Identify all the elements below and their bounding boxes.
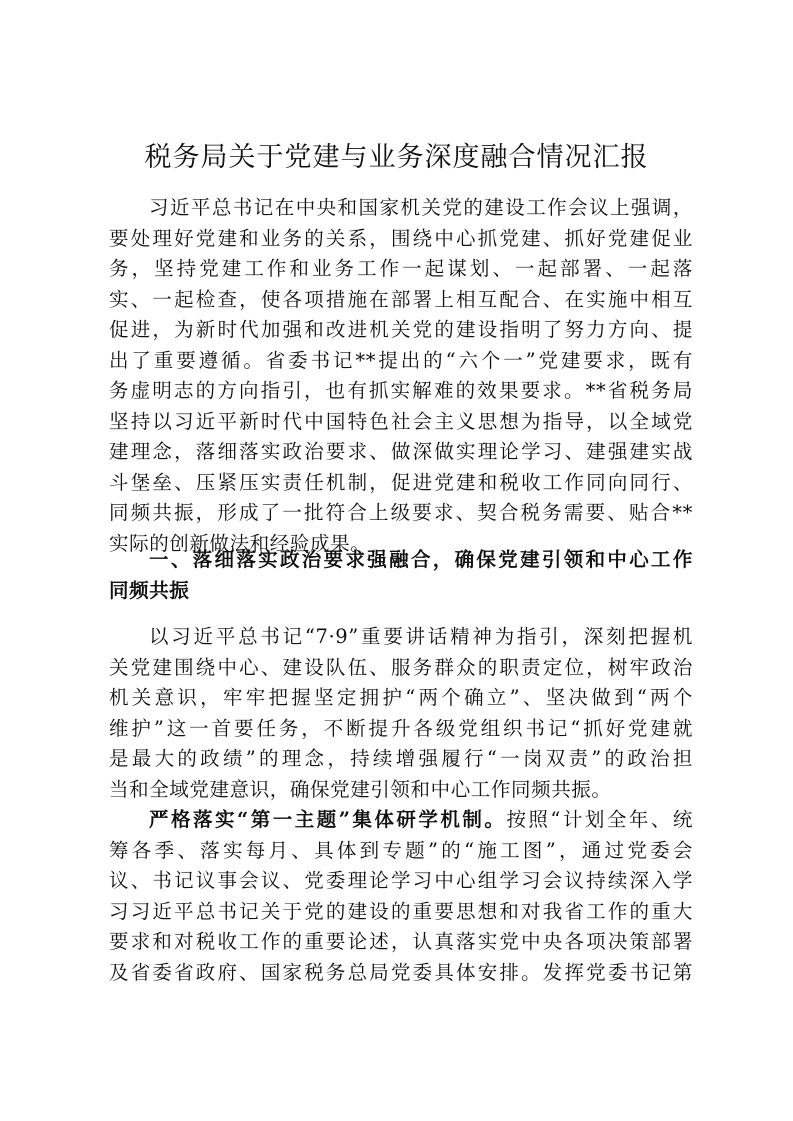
intro-line: 务，坚持党建工作和业务工作一起谋划、一起部署、一起落 — [109, 257, 693, 280]
subsection-line: 习习近平总书记关于党的建设的重要思想和对我省工作的重大 — [109, 899, 693, 923]
intro-line: 坚持以习近平新时代中国特色社会主义思想为指导，以全域党 — [109, 409, 693, 433]
subsection-line: 议、书记议事会议、党委理论学习中心组学习会议持续深入学 — [109, 869, 693, 892]
intro-line: 出了重要遵循。省委书记**提出的“六个一”党建要求，既有 — [109, 348, 693, 372]
section-heading — [109, 545, 693, 606]
subsection-paragraph — [109, 805, 693, 988]
intro-line: 要处理好党建和业务的关系，围绕中心抓党建、抓好党建促业 — [109, 226, 693, 250]
subsection-bold-lead: 严格落实“第一主题”集体研学机制。 — [149, 808, 507, 831]
section-paragraph-line: 关党建围绕中心、建设队伍、服务群众的职责定位，树牢政治 — [109, 655, 693, 679]
intro-line: 实、一起检查，使各项措施在部署上相互配合、在实施中相互 — [109, 287, 693, 311]
intro-line: 实际的创新做法和经验成果。 — [109, 531, 371, 555]
intro-line: 同频共振，形成了一批符合上级要求、契合税务需要、贴合** — [109, 501, 693, 524]
subsection-line: 要求和对税收工作的重要论述，认真落实党中央各项决策部署 — [109, 930, 693, 953]
subsection-line: 及省委省政府、国家税务总局党委具体安排。发挥党委书记第 — [109, 960, 693, 984]
subsection-line-rest: 按照“计划全年、统 — [506, 808, 694, 831]
intro-paragraph — [109, 193, 693, 559]
intro-line: 习近平总书记在中央和国家机关党的建设工作会议上强调， — [149, 196, 693, 219]
intro-line: 斗堡垒、压紧压实责任机制，促进党建和税收工作同向同行、 — [109, 470, 693, 494]
subsection-line: 筹各季、落实每月、具体到专题”的“施工图”，通过党委会 — [109, 838, 693, 862]
section-paragraph — [109, 622, 693, 805]
section-paragraph-line: 是最大的政绩”的理念，持续增强履行“一岗双责”的政治担 — [109, 747, 693, 770]
intro-line: 务虚明志的方向指引，也有抓实解难的效果要求。**省税务局 — [109, 379, 693, 402]
subsection-first-line — [109, 805, 693, 836]
section-paragraph-line: 机关意识，牢牢把握坚定拥护“两个确立”、坚决做到“两个 — [109, 686, 693, 709]
section-heading-line: 同频共振 — [109, 578, 190, 602]
section-heading-line: 一、落细落实政治要求强融合，确保党建引领和中心工作 — [149, 548, 693, 571]
section-paragraph-line: 维护”这一首要任务，不断提升各级党组织书记“抓好党建就 — [109, 716, 693, 740]
section-paragraph-line: 以习近平总书记“7·9”重要讲话精神为指引，深刻把握机 — [149, 625, 693, 648]
document-title: 税务局关于党建与业务深度融合情况汇报 — [144, 142, 649, 173]
section-paragraph-line: 当和全域党建意识，确保党建引领和中心工作同频共振。 — [109, 777, 612, 801]
intro-line: 促进，为新时代加强和改进机关党的建设指明了努力方向、提 — [109, 318, 693, 341]
intro-line: 建理念，落细落实政治要求、做深做实理论学习、建强建实战 — [109, 440, 693, 463]
